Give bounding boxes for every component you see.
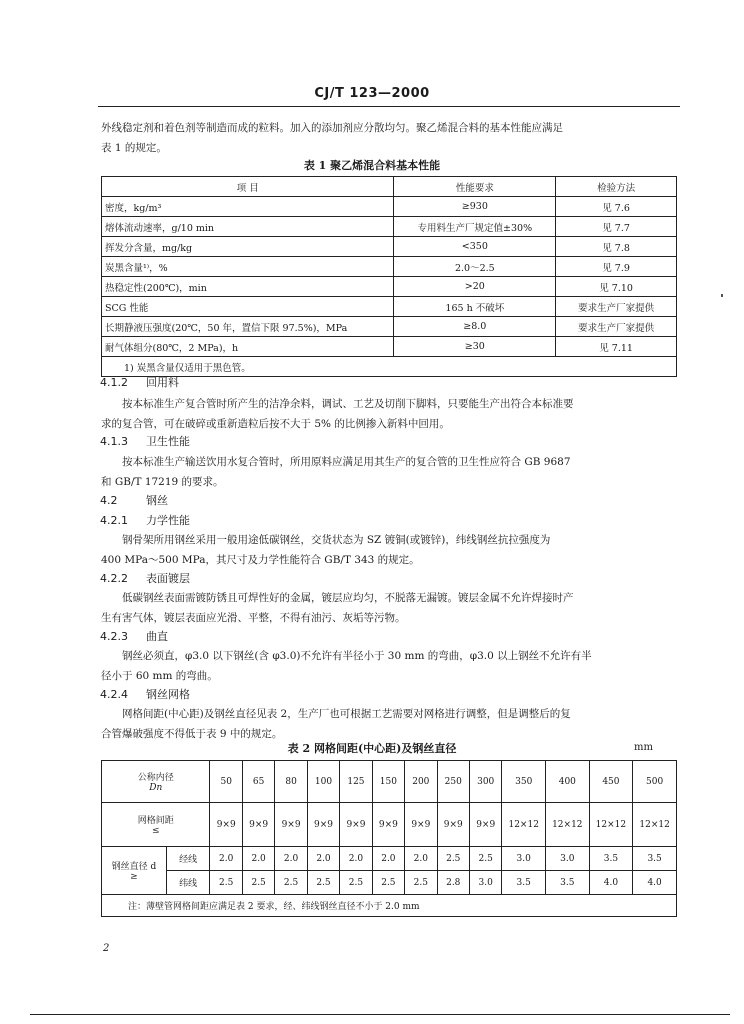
standard-number-header: CJ/T 123—2000 xyxy=(314,86,430,101)
table-row xyxy=(102,217,677,237)
table2-cell: 12×12 xyxy=(589,803,633,847)
section-heading-4-2-1 xyxy=(100,512,190,528)
table1-item: 长期静液压强度(20℃，50 年，置信下限 97.5%)，MPa xyxy=(102,317,394,337)
table2-cell: 2.0 xyxy=(307,847,339,871)
table-row xyxy=(102,277,677,297)
table2-cell: 4.0 xyxy=(589,871,633,895)
table2-cell: 3.0 xyxy=(502,847,546,871)
table1-requirement: ≥8.0 xyxy=(394,317,556,337)
table2-cell: 2.5 xyxy=(210,871,242,895)
page-number: 2 xyxy=(103,943,110,954)
bottom-rule xyxy=(30,1014,730,1015)
table2-cell: 9×9 xyxy=(210,803,242,847)
section-number: 4.1.3 xyxy=(100,435,128,448)
table2-cell: 9×9 xyxy=(275,803,307,847)
table2-unit: mm xyxy=(634,742,653,753)
table2-wire-header xyxy=(102,847,167,895)
table2-cell: 12×12 xyxy=(633,803,677,847)
table2-grid-spacing xyxy=(101,760,677,917)
table-row xyxy=(102,237,677,257)
body-line: 按本标准生产复合管时所产生的洁净余料，调试、工艺及切削下脚料，只要能生产出符合本标准要 xyxy=(122,398,574,410)
table2-cell: 300 xyxy=(469,761,501,803)
table2-note: 注：薄壁管网格间距应满足表 2 要求，经、纬线钢丝直径不小于 2.0 mm xyxy=(102,895,677,917)
body-line: 按本标准生产输送饮用水复合管时，所用原料应满足用其生产的复合管的卫生性应符合 GB 9687 xyxy=(122,456,571,468)
table2-cell: 65 xyxy=(242,761,274,803)
table2-cell: 50 xyxy=(210,761,242,803)
table2-cell: 450 xyxy=(589,761,633,803)
table2-cell: 500 xyxy=(633,761,677,803)
table2-cell: 3.5 xyxy=(589,847,633,871)
table2-cell: 9×9 xyxy=(307,803,339,847)
table2-warp-label: 经线 xyxy=(166,847,210,871)
table1-method: 要求生产厂家提供 xyxy=(556,317,677,337)
table2-cell: 12×12 xyxy=(502,803,546,847)
table2-cell: 9×9 xyxy=(405,803,437,847)
section-number: 4.2.1 xyxy=(100,514,128,527)
section-title: 表面镀层 xyxy=(146,572,190,585)
table2-dn-header xyxy=(102,761,210,803)
body-line: 网格间距(中心距)及钢丝直径见表 2，生产厂也可根据工艺需要对网格进行调整，但是调整后的复 xyxy=(122,708,571,720)
body-line: 钢丝必须直，φ3.0 以下钢丝(含 φ3.0)不允许有半径小于 30 mm 的弯曲，φ3.0 以上钢丝不允许有半 xyxy=(122,650,592,662)
table2-cell: 4.0 xyxy=(633,871,677,895)
table2-spacing-row xyxy=(102,803,677,847)
table1-requirement: ≥930 xyxy=(394,197,556,217)
table1-item: 热稳定性(200℃)，min xyxy=(102,277,394,297)
table2-cell: 2.0 xyxy=(405,847,437,871)
table2-weft-label: 纬线 xyxy=(166,871,210,895)
table2-cell: 9×9 xyxy=(340,803,372,847)
section-title: 钢丝 xyxy=(146,494,168,507)
wire-symbol: ≥ xyxy=(130,872,138,882)
margin-mark xyxy=(721,294,723,297)
table1-item: SCG 性能 xyxy=(102,297,394,317)
table2-cell: 2.5 xyxy=(242,871,274,895)
table1-header-row xyxy=(102,177,677,197)
table2-cell: 3.0 xyxy=(469,871,501,895)
dn-label: 公称内径 xyxy=(137,773,174,783)
table2-cell: 250 xyxy=(437,761,469,803)
section-body-4-1-2 xyxy=(101,394,686,434)
section-number: 4.1.2 xyxy=(100,376,128,389)
table2-cell: 9×9 xyxy=(242,803,274,847)
table1-requirement: >20 xyxy=(394,277,556,297)
table2-weft-row xyxy=(102,871,677,895)
table2-cell: 125 xyxy=(340,761,372,803)
table2-cell: 350 xyxy=(502,761,546,803)
table2-cell: 400 xyxy=(546,761,590,803)
spacing-symbol: ≤ xyxy=(151,826,160,836)
table1-method: 要求生产厂家提供 xyxy=(556,297,677,317)
table2-cell: 2.0 xyxy=(340,847,372,871)
dn-symbol: Dn xyxy=(149,783,163,793)
table-row xyxy=(102,197,677,217)
table1-header-item: 项 目 xyxy=(102,177,394,197)
section-heading-4-1-3 xyxy=(100,433,190,449)
body-line: 钢骨架所用钢丝采用一般用途低碳钢丝，交货状态为 SZ 镀铜(或镀锌)，纬线钢丝抗拉强度为 xyxy=(122,534,551,546)
section-number: 4.2 xyxy=(100,494,118,507)
table1-properties xyxy=(101,176,677,377)
table-row xyxy=(102,317,677,337)
table1-requirement: 2.0～2.5 xyxy=(394,257,556,277)
header-rule xyxy=(98,106,680,107)
table1-method: 见 7.10 xyxy=(556,277,677,297)
table2-cell: 2.0 xyxy=(210,847,242,871)
section-body-4-1-3 xyxy=(101,452,686,492)
body-line: 求的复合管，可在破碎或重新造粒后按不大于 5% 的比例掺入新料中回用。 xyxy=(101,418,450,430)
table2-cell: 12×12 xyxy=(546,803,590,847)
table-row xyxy=(102,297,677,317)
table-row xyxy=(102,337,677,357)
section-number: 4.2.4 xyxy=(100,688,128,701)
section-body-4-2-1 xyxy=(101,530,686,570)
table2-cell: 2.5 xyxy=(405,871,437,895)
table1-footnote: 1) 炭黑含量仅适用于黑色管。 xyxy=(102,357,677,377)
table1-method: 见 7.9 xyxy=(556,257,677,277)
table2-cell: 3.5 xyxy=(633,847,677,871)
section-body-4-2-2 xyxy=(101,588,686,628)
section-title: 力学性能 xyxy=(146,514,190,527)
table2-note-row xyxy=(102,895,677,917)
body-line: 和 GB/T 17219 的要求。 xyxy=(101,476,224,488)
table-row xyxy=(102,257,677,277)
table2-cell: 9×9 xyxy=(469,803,501,847)
table2-cell: 2.5 xyxy=(275,871,307,895)
wire-label: 钢丝直径 d xyxy=(111,862,157,872)
table2-dn-row xyxy=(102,761,677,803)
section-heading-4-2-4 xyxy=(100,686,190,702)
table2-cell: 2.8 xyxy=(437,871,469,895)
table1-item: 挥发分含量，mg/kg xyxy=(102,237,394,257)
table1-item: 耐气体组分(80℃，2 MPa)，h xyxy=(102,337,394,357)
table1-requirement: ≥30 xyxy=(394,337,556,357)
section-body-4-2-4 xyxy=(101,704,686,744)
table2-cell: 2.0 xyxy=(242,847,274,871)
body-line: 低碳钢丝表面需镀防锈且可焊性好的金属，镀层应均匀，不脱落无漏镀。镀层金属不允许焊接时产 xyxy=(122,592,574,604)
table1-requirement: 专用料生产厂规定值±30% xyxy=(394,217,556,237)
table1-requirement: <350 xyxy=(394,237,556,257)
body-line: 径小于 60 mm 的弯曲。 xyxy=(101,670,218,682)
table2-spacing-header xyxy=(102,803,210,847)
body-line: 生有害气体，镀层表面应光滑、平整，不得有油污、灰垢等污物。 xyxy=(101,612,406,624)
table2-cell: 9×9 xyxy=(437,803,469,847)
section-heading-4-2 xyxy=(100,492,168,508)
table2-cell: 2.0 xyxy=(372,847,404,871)
section-title: 卫生性能 xyxy=(146,435,190,448)
section-title: 钢丝网格 xyxy=(146,688,190,701)
table2-cell: 2.5 xyxy=(307,871,339,895)
table1-caption: 表 1 聚乙烯混合料基本性能 xyxy=(303,159,441,172)
table2-cell: 9×9 xyxy=(372,803,404,847)
intro-line-2: 表 1 的规定。 xyxy=(101,142,167,154)
table2-cell: 2.5 xyxy=(340,871,372,895)
section-body-4-2-3 xyxy=(101,646,686,686)
body-line: 400 MPa～500 MPa，其尺寸及力学性能符合 GB/T 343 的规定。 xyxy=(101,554,420,566)
intro-line-1: 外线稳定剂和着色剂等制造而成的粒料。加入的添加剂应分散均匀。聚乙烯混合料的基本性能应满足 xyxy=(101,122,563,134)
table1-requirement: 165 h 不破坏 xyxy=(394,297,556,317)
section-title: 回用料 xyxy=(146,376,179,389)
table2-cell: 2.5 xyxy=(372,871,404,895)
table1-item: 密度，kg/m³ xyxy=(102,197,394,217)
table2-cell: 80 xyxy=(275,761,307,803)
table2-cell: 3.5 xyxy=(546,871,590,895)
table2-cell: 2.0 xyxy=(275,847,307,871)
table2-caption: 表 2 网格间距(中心距)及钢丝直径 xyxy=(287,742,457,755)
table2-cell: 150 xyxy=(372,761,404,803)
section-number: 4.2.2 xyxy=(100,572,128,585)
table2-cell: 2.5 xyxy=(469,847,501,871)
section-heading-4-2-3 xyxy=(100,628,168,644)
table2-cell: 2.5 xyxy=(437,847,469,871)
table1-item: 炭黑含量¹⁾，% xyxy=(102,257,394,277)
table2-warp-row xyxy=(102,847,677,871)
table2-cell: 100 xyxy=(307,761,339,803)
table1-method: 见 7.8 xyxy=(556,237,677,257)
table1-header-requirement: 性能要求 xyxy=(394,177,556,197)
section-heading-4-1-2 xyxy=(100,374,179,390)
spacing-label: 网格间距 xyxy=(137,816,174,826)
table1-item: 熔体流动速率，g/10 min xyxy=(102,217,394,237)
table2-cell: 200 xyxy=(405,761,437,803)
section-number: 4.2.3 xyxy=(100,630,128,643)
table1-method: 见 7.11 xyxy=(556,337,677,357)
intro-paragraph xyxy=(101,118,686,158)
section-heading-4-2-2 xyxy=(100,570,190,586)
body-line: 合管爆破强度不得低于表 9 中的规定。 xyxy=(101,728,283,740)
table1-method: 见 7.7 xyxy=(556,217,677,237)
table2-cell: 3.5 xyxy=(502,871,546,895)
section-title: 曲直 xyxy=(146,630,168,643)
table1-footnote-row xyxy=(102,357,677,377)
table1-method: 见 7.6 xyxy=(556,197,677,217)
table1-header-method: 检验方法 xyxy=(556,177,677,197)
table2-cell: 3.0 xyxy=(546,847,590,871)
